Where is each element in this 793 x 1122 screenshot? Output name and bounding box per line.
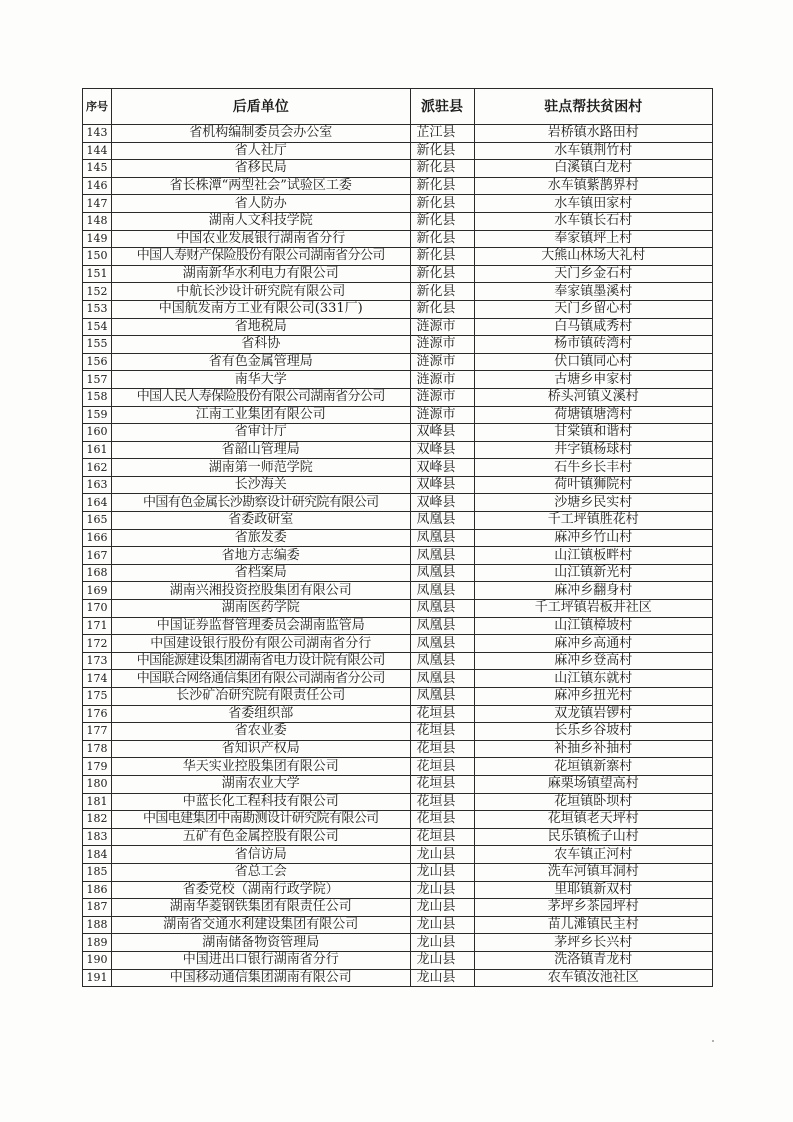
- support-units-table: [82, 88, 713, 987]
- row-county: 双峰县: [410, 424, 474, 442]
- row-village: 麻冲乡竹山村: [474, 529, 712, 547]
- row-village: 大熊山林场大礼村: [474, 248, 712, 266]
- table-row: [83, 740, 713, 758]
- row-village: 麻冲乡高通村: [474, 635, 712, 653]
- scan-speck: [712, 1040, 714, 1042]
- row-seq: 156: [83, 353, 112, 371]
- row-county: 新化县: [410, 283, 474, 301]
- row-seq: 165: [83, 512, 112, 530]
- table-row: [83, 951, 713, 969]
- row-seq: 173: [83, 652, 112, 670]
- table-row: [83, 635, 713, 653]
- table-row: [83, 793, 713, 811]
- table-row: [83, 160, 713, 178]
- row-unit: 长沙海关: [112, 476, 410, 494]
- row-unit: 省委政研室: [112, 512, 410, 530]
- row-county: 龙山县: [410, 863, 474, 881]
- row-county: 凤凰县: [410, 652, 474, 670]
- row-county: 涟源市: [410, 318, 474, 336]
- row-village: 茅坪乡茶园坪村: [474, 899, 712, 917]
- table-row: [83, 318, 713, 336]
- row-county: 双峰县: [410, 494, 474, 512]
- row-unit: 省移民局: [112, 160, 410, 178]
- header-county: 派驻县: [410, 89, 474, 125]
- row-county: 新化县: [410, 160, 474, 178]
- row-seq: 159: [83, 406, 112, 424]
- row-seq: 163: [83, 476, 112, 494]
- row-county: 涟源市: [410, 388, 474, 406]
- row-unit: 省审计厅: [112, 424, 410, 442]
- row-seq: 185: [83, 863, 112, 881]
- table-row: [83, 723, 713, 741]
- row-village: 麻栗场镇望高村: [474, 775, 712, 793]
- row-county: 凤凰县: [410, 512, 474, 530]
- row-seq: 160: [83, 424, 112, 442]
- document-sheet: [82, 88, 713, 987]
- row-village: 茅坪乡长兴村: [474, 934, 712, 952]
- row-village: 麻冲乡翻身村: [474, 582, 712, 600]
- row-unit: 湖南华菱钢铁集团有限责任公司: [112, 899, 410, 917]
- row-village: 千工坪镇岩板井社区: [474, 600, 712, 618]
- row-village: 双龙镇岩锣村: [474, 705, 712, 723]
- row-county: 新化县: [410, 195, 474, 213]
- row-seq: 144: [83, 142, 112, 160]
- table-row: [83, 476, 713, 494]
- row-village: 麻冲乡登高村: [474, 652, 712, 670]
- table-row: [83, 424, 713, 442]
- row-county: 花垣县: [410, 740, 474, 758]
- table-row: [83, 336, 713, 354]
- row-village: 水车镇田家村: [474, 195, 712, 213]
- table-row: [83, 617, 713, 635]
- row-county: 花垣县: [410, 811, 474, 829]
- row-county: 凤凰县: [410, 670, 474, 688]
- row-seq: 188: [83, 916, 112, 934]
- table-row: [83, 388, 713, 406]
- table-body: [83, 125, 713, 987]
- row-village: 古塘乡申家村: [474, 371, 712, 389]
- row-seq: 162: [83, 459, 112, 477]
- table-row: [83, 600, 713, 618]
- row-seq: 169: [83, 582, 112, 600]
- table-row: [83, 248, 713, 266]
- row-county: 花垣县: [410, 828, 474, 846]
- row-seq: 146: [83, 177, 112, 195]
- row-seq: 147: [83, 195, 112, 213]
- table-row: [83, 371, 713, 389]
- row-seq: 154: [83, 318, 112, 336]
- row-unit: 湖南省交通水利建设集团有限公司: [112, 916, 410, 934]
- row-seq: 143: [83, 125, 112, 143]
- row-county: 凤凰县: [410, 617, 474, 635]
- row-county: 龙山县: [410, 969, 474, 987]
- row-unit: 湖南人文科技学院: [112, 212, 410, 230]
- row-seq: 181: [83, 793, 112, 811]
- row-seq: 150: [83, 248, 112, 266]
- row-unit: 湖南储备物资管理局: [112, 934, 410, 952]
- row-seq: 157: [83, 371, 112, 389]
- table-row: [83, 283, 713, 301]
- row-village: 伏口镇同心村: [474, 353, 712, 371]
- table-row: [83, 670, 713, 688]
- table-row: [83, 934, 713, 952]
- row-seq: 189: [83, 934, 112, 952]
- row-county: 龙山县: [410, 899, 474, 917]
- table-row: [83, 529, 713, 547]
- row-seq: 176: [83, 705, 112, 723]
- row-village: 荷叶镇狮院村: [474, 476, 712, 494]
- row-county: 龙山县: [410, 916, 474, 934]
- row-county: 凤凰县: [410, 564, 474, 582]
- row-seq: 179: [83, 758, 112, 776]
- row-seq: 174: [83, 670, 112, 688]
- row-unit: 省科协: [112, 336, 410, 354]
- row-county: 龙山县: [410, 951, 474, 969]
- row-county: 新化县: [410, 248, 474, 266]
- row-county: 龙山县: [410, 881, 474, 899]
- row-unit: 中国证券监督管理委员会湖南监管局: [112, 617, 410, 635]
- row-village: 民乐镇梳子山村: [474, 828, 712, 846]
- row-village: 白马镇咸秀村: [474, 318, 712, 336]
- row-unit: 中国移动通信集团湖南有限公司: [112, 969, 410, 987]
- row-county: 花垣县: [410, 758, 474, 776]
- row-county: 新化县: [410, 142, 474, 160]
- row-unit: 省信访局: [112, 846, 410, 864]
- row-county: 凤凰县: [410, 582, 474, 600]
- table-row: [83, 969, 713, 987]
- row-seq: 161: [83, 441, 112, 459]
- row-village: 水车镇荆竹村: [474, 142, 712, 160]
- row-unit: 省地方志编委: [112, 547, 410, 565]
- row-unit: 五矿有色金属控股有限公司: [112, 828, 410, 846]
- row-village: 山江镇新光村: [474, 564, 712, 582]
- row-village: 天门乡留心村: [474, 300, 712, 318]
- row-unit: 中国电建集团中南勘测设计研究院有限公司: [112, 811, 410, 829]
- row-unit: 省机构编制委员会办公室: [112, 125, 410, 143]
- row-unit: 南华大学: [112, 371, 410, 389]
- row-unit: 中国有色金属长沙勘察设计研究院有限公司: [112, 494, 410, 512]
- row-village: 山江镇东就村: [474, 670, 712, 688]
- row-village: 千工坪镇胜花村: [474, 512, 712, 530]
- row-unit: 省旅发委: [112, 529, 410, 547]
- table-row: [83, 459, 713, 477]
- row-village: 苗儿滩镇民主村: [474, 916, 712, 934]
- table-row: [83, 406, 713, 424]
- table-row: [83, 846, 713, 864]
- row-village: 奉家镇墨溪村: [474, 283, 712, 301]
- row-unit: 中国联合网络通信集团有限公司湖南省分公司: [112, 670, 410, 688]
- row-seq: 164: [83, 494, 112, 512]
- row-village: 山江镇板畔村: [474, 547, 712, 565]
- row-county: 凤凰县: [410, 547, 474, 565]
- row-county: 双峰县: [410, 476, 474, 494]
- table-row: [83, 775, 713, 793]
- row-unit: 湖南新华水利电力有限公司: [112, 265, 410, 283]
- table-row: [83, 811, 713, 829]
- row-unit: 省农业委: [112, 723, 410, 741]
- row-village: 农车镇汝池社区: [474, 969, 712, 987]
- row-village: 农车镇正河村: [474, 846, 712, 864]
- table-row: [83, 512, 713, 530]
- row-unit: 中国人民人寿保险股份有限公司湖南省分公司: [112, 388, 410, 406]
- row-village: 水车镇长石村: [474, 212, 712, 230]
- row-village: 桥头河镇义溪村: [474, 388, 712, 406]
- row-county: 凤凰县: [410, 688, 474, 706]
- table-row: [83, 441, 713, 459]
- row-unit: 省人社厅: [112, 142, 410, 160]
- table-row: [83, 300, 713, 318]
- row-seq: 145: [83, 160, 112, 178]
- row-seq: 172: [83, 635, 112, 653]
- row-unit: 省地税局: [112, 318, 410, 336]
- row-seq: 177: [83, 723, 112, 741]
- row-county: 双峰县: [410, 459, 474, 477]
- row-unit: 省委党校（湖南行政学院）: [112, 881, 410, 899]
- row-village: 洗车河镇耳洞村: [474, 863, 712, 881]
- row-unit: 省知识产权局: [112, 740, 410, 758]
- row-village: 里耶镇新双村: [474, 881, 712, 899]
- row-county: 涟源市: [410, 406, 474, 424]
- row-seq: 153: [83, 300, 112, 318]
- row-seq: 170: [83, 600, 112, 618]
- row-seq: 171: [83, 617, 112, 635]
- table-row: [83, 758, 713, 776]
- row-unit: 湖南第一师范学院: [112, 459, 410, 477]
- table-row: [83, 863, 713, 881]
- table-row: [83, 881, 713, 899]
- row-unit: 省有色金属管理局: [112, 353, 410, 371]
- row-village: 水车镇紫鹊界村: [474, 177, 712, 195]
- row-village: 井字镇杨球村: [474, 441, 712, 459]
- row-county: 双峰县: [410, 441, 474, 459]
- row-seq: 155: [83, 336, 112, 354]
- row-county: 花垣县: [410, 705, 474, 723]
- row-seq: 187: [83, 899, 112, 917]
- row-county: 新化县: [410, 300, 474, 318]
- row-village: 山江镇樟坡村: [474, 617, 712, 635]
- row-village: 沙塘乡民实村: [474, 494, 712, 512]
- row-seq: 166: [83, 529, 112, 547]
- row-county: 涟源市: [410, 336, 474, 354]
- row-seq: 184: [83, 846, 112, 864]
- row-village: 荷塘镇塘湾村: [474, 406, 712, 424]
- row-county: 新化县: [410, 265, 474, 283]
- header-unit: 后盾单位: [112, 89, 410, 125]
- row-unit: 省委组织部: [112, 705, 410, 723]
- table-row: [83, 265, 713, 283]
- row-unit: 中国人寿财产保险股份有限公司湖南省分公司: [112, 248, 410, 266]
- row-village: 洗洛镇青龙村: [474, 951, 712, 969]
- row-seq: 180: [83, 775, 112, 793]
- table-row: [83, 582, 713, 600]
- row-county: 新化县: [410, 177, 474, 195]
- row-county: 花垣县: [410, 723, 474, 741]
- row-village: 花垣镇新寨村: [474, 758, 712, 776]
- row-seq: 152: [83, 283, 112, 301]
- row-village: 杨市镇砖湾村: [474, 336, 712, 354]
- row-village: 花垣镇卧坝村: [474, 793, 712, 811]
- row-seq: 191: [83, 969, 112, 987]
- row-village: 花垣镇老天坪村: [474, 811, 712, 829]
- row-village: 天门乡金石村: [474, 265, 712, 283]
- row-unit: 中国农业发展银行湖南省分行: [112, 230, 410, 248]
- row-county: 花垣县: [410, 793, 474, 811]
- table-header-row: [83, 89, 713, 125]
- row-unit: 江南工业集团有限公司: [112, 406, 410, 424]
- row-county: 凤凰县: [410, 600, 474, 618]
- header-village: 驻点帮扶贫困村: [474, 89, 712, 125]
- row-unit: 中国航发南方工业有限公司(331厂): [112, 300, 410, 318]
- row-unit: 中航长沙设计研究院有限公司: [112, 283, 410, 301]
- row-unit: 省总工会: [112, 863, 410, 881]
- row-unit: 省档案局: [112, 564, 410, 582]
- row-unit: 中国能源建设集团湖南省电力设计院有限公司: [112, 652, 410, 670]
- table-row: [83, 916, 713, 934]
- table-row: [83, 688, 713, 706]
- row-seq: 178: [83, 740, 112, 758]
- row-village: 补抽乡补抽村: [474, 740, 712, 758]
- row-county: 凤凰县: [410, 635, 474, 653]
- row-county: 花垣县: [410, 775, 474, 793]
- row-seq: 148: [83, 212, 112, 230]
- row-county: 芷江县: [410, 125, 474, 143]
- row-seq: 186: [83, 881, 112, 899]
- row-unit: 湖南兴湘投资控股集团有限公司: [112, 582, 410, 600]
- row-seq: 182: [83, 811, 112, 829]
- table-row: [83, 177, 713, 195]
- row-unit: 长沙矿冶研究院有限责任公司: [112, 688, 410, 706]
- table-row: [83, 230, 713, 248]
- row-seq: 149: [83, 230, 112, 248]
- table-row: [83, 828, 713, 846]
- row-unit: 中国建设银行股份有限公司湖南省分行: [112, 635, 410, 653]
- table-row: [83, 547, 713, 565]
- header-seq: 序号: [83, 89, 112, 125]
- row-seq: 158: [83, 388, 112, 406]
- row-seq: 167: [83, 547, 112, 565]
- row-unit: 湖南医药学院: [112, 600, 410, 618]
- table-row: [83, 212, 713, 230]
- table-row: [83, 353, 713, 371]
- row-unit: 省长株潭“两型社会”试验区工委: [112, 177, 410, 195]
- row-county: 涟源市: [410, 353, 474, 371]
- row-seq: 190: [83, 951, 112, 969]
- row-seq: 183: [83, 828, 112, 846]
- row-unit: 省韶山管理局: [112, 441, 410, 459]
- row-village: 奉家镇坪上村: [474, 230, 712, 248]
- table-row: [83, 652, 713, 670]
- row-village: 长乐乡谷坡村: [474, 723, 712, 741]
- row-county: 龙山县: [410, 846, 474, 864]
- row-unit: 华天实业控股集团有限公司: [112, 758, 410, 776]
- table-row: [83, 564, 713, 582]
- table-row: [83, 195, 713, 213]
- row-unit: 中国进出口银行湖南省分行: [112, 951, 410, 969]
- row-unit: 中蓝长化工程科技有限公司: [112, 793, 410, 811]
- row-village: 白溪镇白龙村: [474, 160, 712, 178]
- table-row: [83, 125, 713, 143]
- row-village: 甘棠镇和谐村: [474, 424, 712, 442]
- row-village: 石牛乡长丰村: [474, 459, 712, 477]
- table-row: [83, 142, 713, 160]
- row-county: 龙山县: [410, 934, 474, 952]
- row-county: 凤凰县: [410, 529, 474, 547]
- row-unit: 湖南农业大学: [112, 775, 410, 793]
- row-county: 新化县: [410, 230, 474, 248]
- table-row: [83, 899, 713, 917]
- row-county: 涟源市: [410, 371, 474, 389]
- row-seq: 175: [83, 688, 112, 706]
- table-row: [83, 494, 713, 512]
- row-village: 岩桥镇水路田村: [474, 125, 712, 143]
- row-county: 新化县: [410, 212, 474, 230]
- row-seq: 151: [83, 265, 112, 283]
- row-unit: 省人防办: [112, 195, 410, 213]
- row-village: 麻冲乡扭光村: [474, 688, 712, 706]
- table-row: [83, 705, 713, 723]
- row-seq: 168: [83, 564, 112, 582]
